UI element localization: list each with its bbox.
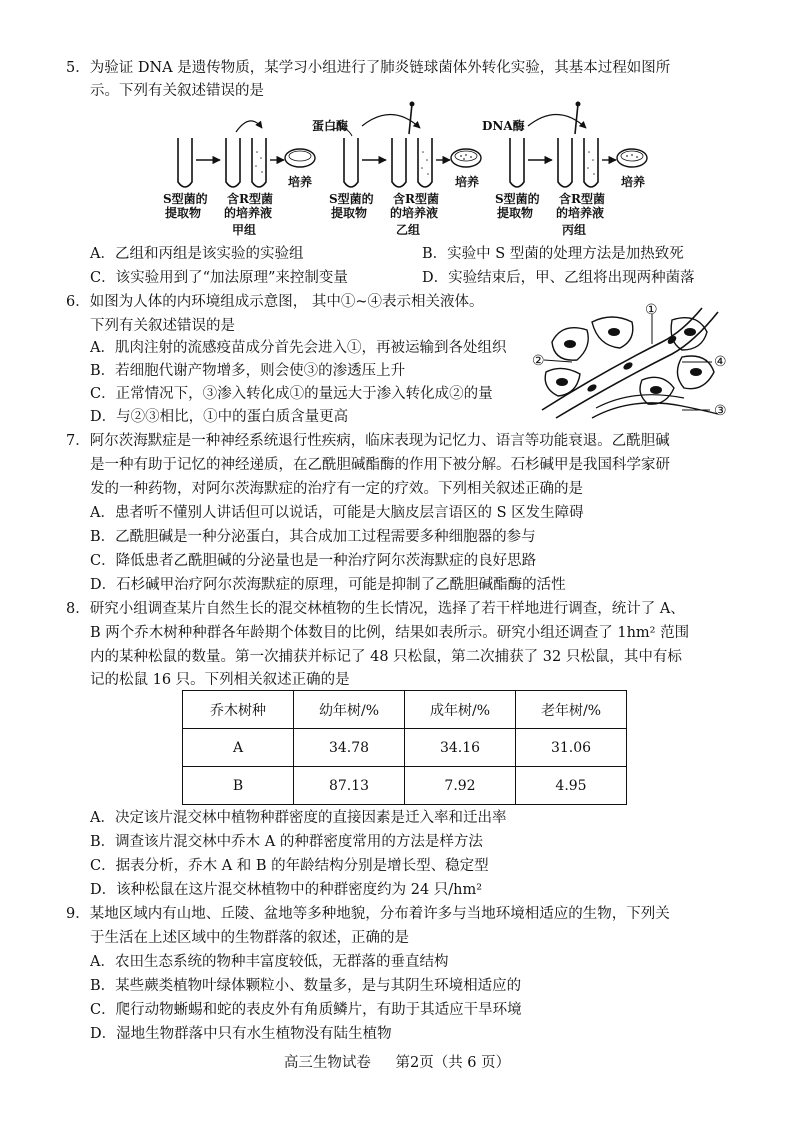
tube-r-culture-a1 — [226, 138, 240, 187]
label-r-culture-b2: 的培养液 — [390, 206, 439, 220]
label-s-extract-a1: S型菌的 — [163, 192, 208, 206]
table-cell: B — [183, 767, 294, 805]
q5-transformation-figure — [0, 100, 794, 240]
label-culture-b: 培养 — [455, 175, 480, 189]
footer-title: 高三生物试卷 — [283, 1055, 371, 1071]
fig6-label-1: ① — [645, 302, 658, 318]
q9-option-d: D．湿地生物群落中只有水生植物没有陆生植物 — [90, 1026, 392, 1042]
header-young: 幼年树/% — [294, 691, 405, 729]
footer-page-number: 第2页（共 6 页） — [395, 1055, 511, 1071]
table-cell: 7.92 — [405, 767, 516, 805]
q6-internal-environment-figure — [532, 302, 732, 422]
table-cell: A — [183, 729, 294, 767]
q8-stem-line4: 记的松鼠 16 只。下列相关叙述正确的是 — [90, 672, 350, 688]
label-s-extract-b1: S型菌的 — [329, 192, 374, 206]
table-cell: 31.06 — [516, 729, 627, 767]
q7-option-d: D．石杉碱甲治疗阿尔茨海默症的原理，可能是抑制了乙酰胆碱酯酶的活性 — [90, 577, 566, 593]
table-row — [183, 729, 627, 767]
header-species: 乔木树种 — [183, 691, 294, 729]
label-culture-a: 培养 — [288, 175, 313, 189]
table-cell: 4.95 — [516, 767, 627, 805]
label-group-a: 甲组 — [232, 223, 257, 237]
table-row — [183, 767, 627, 805]
tube-r-culture-a2 — [252, 138, 266, 187]
label-dnase: DNA酶 — [482, 119, 525, 133]
q8-option-b: B．调查该片混交林中乔木 A 的种群密度常用的方法是样方法 — [90, 834, 483, 850]
tube-s-extract-c — [510, 138, 524, 187]
q5-stem-line1: 5．为验证 DNA 是遗传物质，某学习小组进行了肺炎链球菌体外转化实验，其基本过程如图所 — [66, 60, 671, 76]
q8-option-c: C．据表分析，乔木 A 和 B 的年龄结构分别是增长型、稳定型 — [90, 858, 489, 874]
tube-s-extract-a — [178, 138, 192, 187]
label-s-extract-b2: 提取物 — [331, 206, 368, 220]
q9-option-c: C．爬行动物蜥蜴和蛇的表皮外有角质鳞片，有助于其适应干旱环境 — [90, 1002, 522, 1018]
label-r-culture-b1: 含R型菌 — [393, 192, 439, 206]
q7-stem-line3: 发的一种药物，对阿尔茨海默症的治疗有一定的疗效。下列相关叙述正确的是 — [90, 481, 583, 497]
q6-option-a: A．肌肉注射的流感疫苗成分首先会进入①，再被运输到各处组织 — [90, 340, 507, 356]
q7-option-a: A．患者听不懂别人讲话但可以说话，可能是大脑皮层言语区的 S 区发生障碍 — [90, 505, 584, 521]
q6-stem-line2: 下列有关叙述错误的是 — [90, 318, 235, 334]
q8-stem-line2: B 两个乔木树种种群各年龄期个体数目的比例，结果如表所示。研究小组还调查了 1hm² 范围 — [90, 625, 690, 641]
table-cell: 34.16 — [405, 729, 516, 767]
q7-stem-line2: 是一种有助于记忆的神经递质，在乙酰胆碱酯酶的作用下被分解。石杉碱甲是我国科学家研 — [90, 457, 670, 473]
label-r-culture-c2: 的培养液 — [556, 206, 605, 220]
label-group-c: 丙组 — [562, 223, 587, 237]
q8-option-a: A．决定该片混交林中植物种群密度的直接因素是迁入率和迁出率 — [90, 810, 507, 826]
q6-option-c: C．正常情况下，③渗入转化成①的量远大于渗入转化成②的量 — [90, 386, 493, 402]
label-s-extract-c2: 提取物 — [497, 206, 534, 220]
q5-option-b: B．实验中 S 型菌的处理方法是加热致死 — [422, 246, 684, 262]
label-r-culture-a2: 的培养液 — [224, 206, 273, 220]
q8-stem-line3: 内的某种松鼠的数量。第一次捕获并标记了 48 只松鼠，第二次捕获了 32 只松鼠，其中有标 — [90, 649, 682, 665]
table-header-row — [183, 691, 627, 729]
q8-stem-line1: 8．研究小组调查某片自然生长的混交林植物的生长情况，选择了若干样地进行调查，统计了 A、 — [66, 601, 685, 617]
label-culture-c: 培养 — [621, 175, 646, 189]
fig6-label-3: ③ — [714, 403, 727, 419]
label-protease: 蛋白酶 — [312, 119, 349, 133]
label-group-b: 乙组 — [396, 223, 421, 237]
q9-stem-line1: 9．某地区域内有山地、丘陵、盆地等多种地貌，分布着许多与当地环境相适应的生物，下列关 — [66, 906, 670, 922]
tube-r-culture-b2 — [418, 138, 432, 187]
q9-option-a: A．农田生态系统的物种丰富度较低，无群落的垂直结构 — [90, 954, 449, 970]
q5-option-d: D．实验结束后，甲、乙组将出现两种菌落 — [422, 270, 695, 286]
label-s-extract-a2: 提取物 — [165, 206, 202, 220]
header-old: 老年树/% — [516, 691, 627, 729]
table-cell: 87.13 — [294, 767, 405, 805]
page-footer — [0, 1051, 794, 1072]
tube-s-extract-b — [344, 138, 358, 187]
fig6-label-4: ④ — [714, 354, 727, 370]
q6-option-b: B．若细胞代谢产物增多，则会使③的渗透压上升 — [90, 363, 406, 379]
q9-stem-line2: 于生活在上述区域中的生物群落的叙述，正确的是 — [90, 930, 409, 946]
q7-option-b: B．乙酰胆碱是一种分泌蛋白，其合成加工过程需要多种细胞器的参与 — [90, 529, 536, 545]
q7-option-c: C．降低患者乙酰胆碱的分泌量也是一种治疗阿尔茨海默症的良好思路 — [90, 553, 537, 569]
q6-stem-line1: 6．如图为人体的内环境组成示意图， 其中①~④表示相关液体。 — [66, 294, 484, 310]
q8-option-d: D．该种松鼠在这片混交林植物中的种群密度约为 24 只/hm² — [90, 882, 483, 898]
fig6-label-2: ② — [532, 353, 545, 369]
tube-r-culture-c2 — [584, 138, 598, 187]
q6-option-d: D．与②③相比，①中的蛋白质含量更高 — [90, 409, 349, 425]
q7-stem-line1: 7．阿尔茨海默症是一种神经系统退行性疾病，临床表现为记忆力、语言等功能衰退。乙酰胆碱 — [66, 433, 670, 449]
q5-stem-line2: 示。下列有关叙述错误的是 — [90, 83, 264, 99]
label-s-extract-c1: S型菌的 — [495, 192, 540, 206]
table-cell: 34.78 — [294, 729, 405, 767]
q5-option-a: A．乙组和丙组是该实验的实验组 — [90, 246, 304, 262]
header-adult: 成年树/% — [405, 691, 516, 729]
q9-option-b: B．某些蕨类植物叶绿体颗粒小、数量多，是与其阴生环境相适应的 — [90, 978, 522, 994]
q5-option-c: C．该实验用到了“加法原理”来控制变量 — [90, 270, 348, 286]
label-r-culture-c1: 含R型菌 — [559, 192, 605, 206]
label-r-culture-a1: 含R型菌 — [227, 192, 273, 206]
q8-age-structure-table — [182, 690, 627, 805]
tube-r-culture-c1 — [558, 138, 572, 187]
tube-r-culture-b1 — [392, 138, 406, 187]
